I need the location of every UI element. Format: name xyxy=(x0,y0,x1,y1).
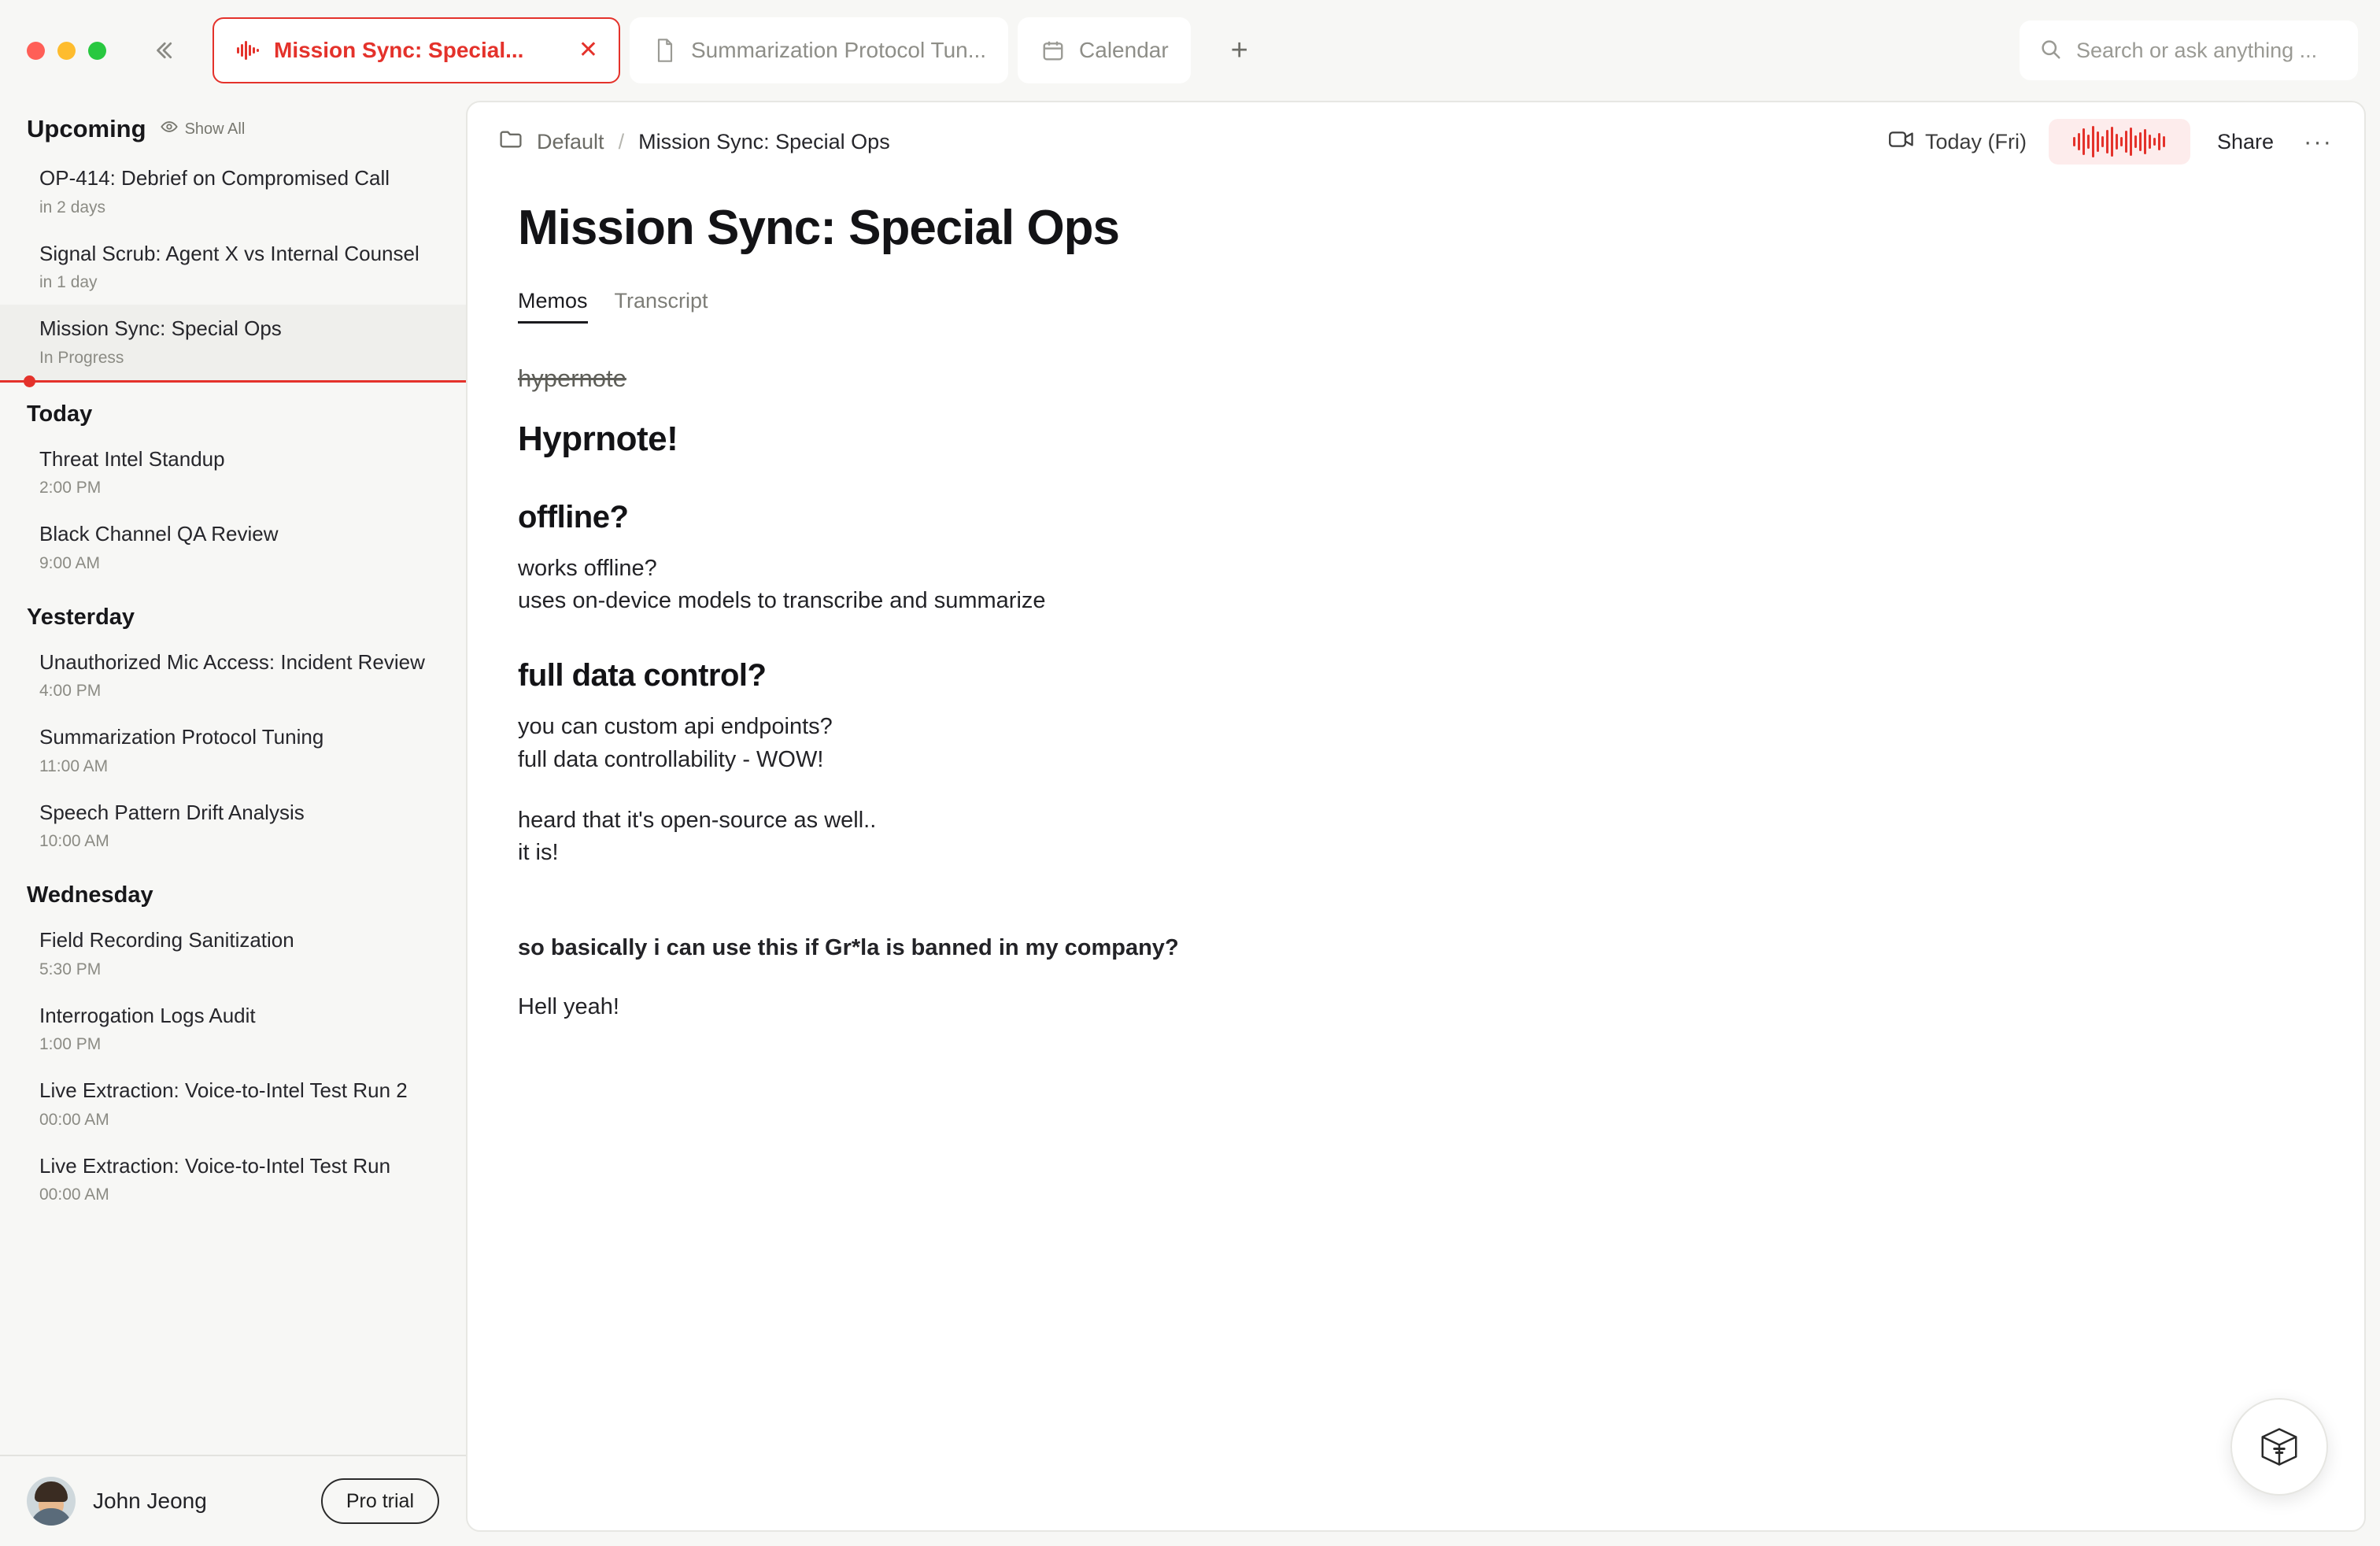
note-heading-3: full data control? xyxy=(518,658,767,693)
list-item-sub: 00:00 AM xyxy=(39,1110,109,1129)
list-item-title: Live Extraction: Voice-to-Intel Test Run xyxy=(39,1153,391,1178)
list-item-title: Signal Scrub: Agent X vs Internal Counsel xyxy=(39,241,419,265)
breadcrumb-root[interactable]: Default xyxy=(537,129,604,153)
note-spacer xyxy=(518,869,2314,915)
show-all-label: Show All xyxy=(184,120,246,138)
list-item[interactable] xyxy=(0,1142,466,1218)
note-content[interactable] xyxy=(518,364,2314,1023)
note-editor[interactable] xyxy=(468,181,2364,1530)
list-item-sub: in 1 day xyxy=(39,273,98,291)
list-item[interactable] xyxy=(0,510,466,586)
note-view-tabs xyxy=(518,289,2314,324)
note-paragraph-6: it is! xyxy=(518,839,559,865)
tab-transcript[interactable]: Transcript xyxy=(614,289,708,313)
sidebar-list[interactable] xyxy=(0,101,466,1455)
list-item-title: Field Recording Sanitization xyxy=(39,928,294,952)
group-header-yesterday: Yesterday xyxy=(27,604,135,630)
list-item[interactable] xyxy=(0,789,466,864)
list-item[interactable] xyxy=(0,992,466,1067)
search-icon xyxy=(2038,37,2062,65)
page-title: Mission Sync: Special Ops xyxy=(518,201,1120,255)
main-panel xyxy=(466,101,2366,1532)
calendar-icon xyxy=(1040,37,1066,64)
list-item-sub: 10:00 AM xyxy=(39,832,109,850)
list-item-title: Live Extraction: Voice-to-Intel Test Run 2 xyxy=(39,1078,408,1102)
waveform-icon xyxy=(235,37,261,64)
list-item[interactable] xyxy=(0,1067,466,1142)
upcoming-section-header xyxy=(0,101,466,154)
tab-summarization-protocol[interactable] xyxy=(630,17,1008,83)
main-header xyxy=(468,102,2364,181)
breadcrumb-separator: / xyxy=(618,129,625,153)
note-paragraph-5: heard that it's open-source as well.. xyxy=(518,807,877,833)
note-paragraph-3: you can custom api endpoints? xyxy=(518,714,833,740)
note-paragraph-4: full data controllability - WOW! xyxy=(518,746,824,772)
sidebar-footer xyxy=(0,1455,466,1546)
list-item-title: Interrogation Logs Audit xyxy=(39,1003,256,1027)
list-item[interactable] xyxy=(0,154,466,230)
app-body xyxy=(0,101,2380,1546)
today-button[interactable] xyxy=(1889,130,2027,154)
note-heading-2: offline? xyxy=(518,500,629,534)
title-bar xyxy=(0,0,2380,101)
document-icon xyxy=(652,37,678,64)
list-item[interactable] xyxy=(0,435,466,511)
list-item-sub: 1:00 PM xyxy=(39,1035,102,1053)
video-camera-icon xyxy=(1889,130,1914,154)
list-item-sub: 9:00 AM xyxy=(39,553,101,572)
share-button[interactable]: Share xyxy=(2216,129,2275,153)
sidebar xyxy=(0,101,466,1546)
list-item[interactable] xyxy=(0,638,466,714)
note-paragraph-2: uses on-device models to transcribe and summarize xyxy=(518,588,1046,614)
search-placeholder: Search or ask anything ... xyxy=(2076,38,2318,62)
breadcrumb xyxy=(499,129,890,155)
zoom-window-button[interactable] xyxy=(88,42,106,60)
window-controls xyxy=(27,42,118,60)
close-tab-icon[interactable]: ✕ xyxy=(578,37,598,63)
pro-trial-badge[interactable]: Pro trial xyxy=(321,1478,439,1524)
today-label: Today (Fri) xyxy=(1924,129,2027,153)
list-item-title: Unauthorized Mic Access: Incident Review xyxy=(39,649,425,674)
list-item-title: Threat Intel Standup xyxy=(39,446,225,471)
list-item-sub: in 2 days xyxy=(39,198,106,216)
group-header-today: Today xyxy=(27,401,93,427)
list-item[interactable] xyxy=(0,916,466,992)
list-item-sub: 2:00 PM xyxy=(39,479,102,497)
list-item-sub: 4:00 PM xyxy=(39,682,102,700)
folder-icon xyxy=(499,129,523,155)
group-header-wednesday: Wednesday xyxy=(27,882,153,908)
note-heading-1: Hyprnote! xyxy=(518,420,678,458)
tab-label: Mission Sync: Special... xyxy=(274,38,524,62)
list-item[interactable] xyxy=(0,713,466,789)
list-item-title: OP-414: Debrief on Compromised Call xyxy=(39,166,390,190)
list-item-sub: 00:00 AM xyxy=(39,1185,109,1204)
list-item-title: Summarization Protocol Tuning xyxy=(39,725,324,749)
minimize-window-button[interactable] xyxy=(57,42,76,60)
list-item-sub: 11:00 AM xyxy=(39,756,109,775)
list-item-title: Black Channel QA Review xyxy=(39,522,279,546)
header-actions xyxy=(1889,119,2336,165)
new-tab-button[interactable]: + xyxy=(1230,33,1248,67)
search-input[interactable] xyxy=(2020,20,2358,80)
collapse-sidebar-icon[interactable] xyxy=(142,28,186,72)
close-window-button[interactable] xyxy=(27,42,45,60)
tab-label: Summarization Protocol Tun... xyxy=(691,38,987,62)
tab-calendar[interactable] xyxy=(1018,17,1191,83)
list-item[interactable] xyxy=(0,230,466,305)
breadcrumb-current: Mission Sync: Special Ops xyxy=(638,129,890,153)
recording-waveform-indicator[interactable] xyxy=(2049,119,2190,165)
tab-label: Calendar xyxy=(1079,38,1169,62)
list-item-sub: 5:30 PM xyxy=(39,960,102,978)
note-paragraph-8: Hell yeah! xyxy=(518,994,619,1020)
list-item-title: Mission Sync: Special Ops xyxy=(39,316,282,340)
tab-strip xyxy=(213,17,1265,83)
assistant-box-icon[interactable] xyxy=(2230,1398,2328,1496)
eye-icon xyxy=(161,118,178,140)
list-item-selected[interactable] xyxy=(0,305,466,383)
user-name: John Jeong xyxy=(93,1489,207,1513)
note-paragraph-1: works offline? xyxy=(518,556,657,581)
note-paragraph-7: so basically i can use this if Gr*la is banned in my company? xyxy=(518,935,1179,961)
more-options-button[interactable]: ··· xyxy=(2304,128,2333,155)
avatar[interactable] xyxy=(27,1477,76,1526)
tab-memos[interactable]: Memos xyxy=(518,289,588,324)
list-item-title: Speech Pattern Drift Analysis xyxy=(39,800,305,824)
tab-mission-sync[interactable] xyxy=(213,17,620,83)
list-item-sub: In Progress xyxy=(39,348,124,367)
show-all-button[interactable] xyxy=(161,118,246,140)
note-struck-line: hypernote xyxy=(518,364,626,392)
upcoming-title: Upcoming xyxy=(27,115,146,142)
